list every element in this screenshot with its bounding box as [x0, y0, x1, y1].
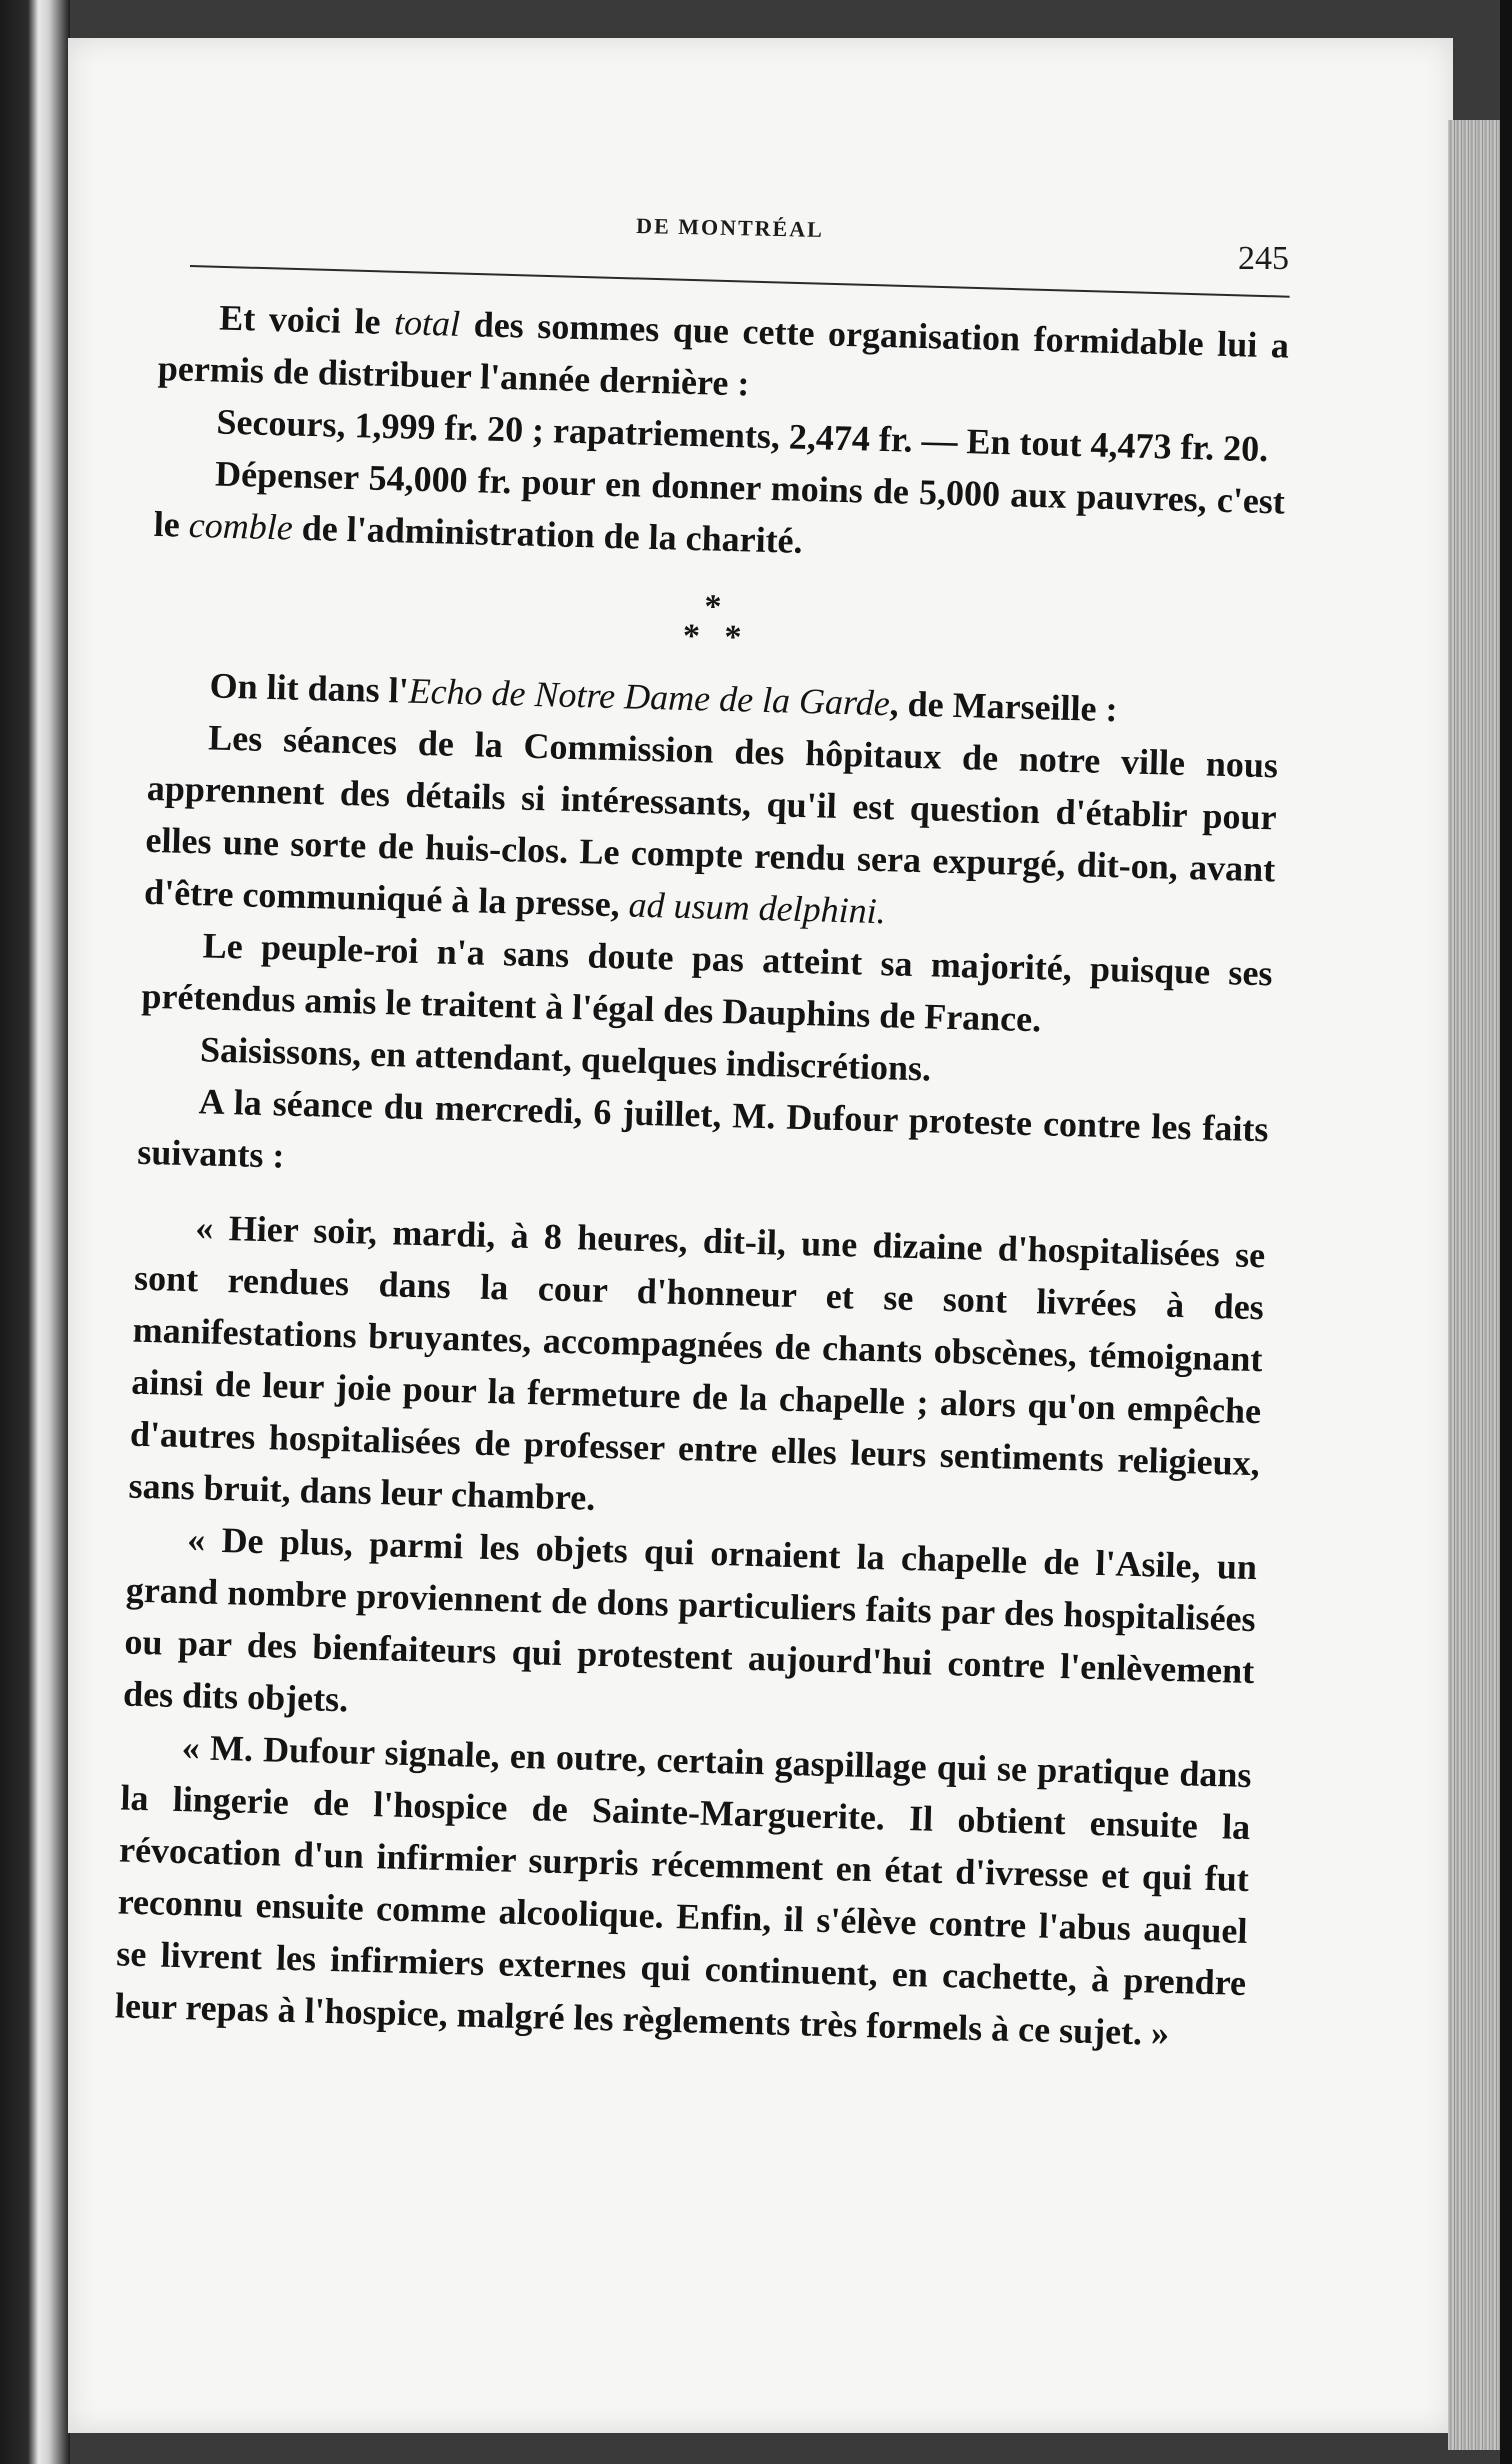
quote-paragraph: « De plus, parmi les objets qui ornaient la chapelle de l'Asile, un grand nombre proviennent de dons particuliers faits par des hospitalisées ou par des bienfaiteurs qui protestent aujourd'hui contre l'enlèvement des dits objets. — [122, 1519, 1258, 1720]
text-run: Et voici le — [218, 297, 395, 343]
paragraph: A la séance du mercredi, 6 juillet, M. Dufour proteste contre les faits suivants : — [136, 1081, 1269, 1176]
italic-run: total — [393, 302, 461, 344]
italic-run: Echo de Notre Dame de la Garde — [408, 670, 891, 724]
text-run: On lit dans l' — [209, 665, 410, 711]
running-head: DE MONTRÉAL — [635, 213, 825, 242]
text-run: Les séances de la Commission des hôpitaux de notre ville nous apprennent des détails si intéressants, qu'il est question d'établir pour elles une sorte de huis-clos. Le compte rendu sera expurgé, dit-on, avant d'être communiqué à la presse, — [143, 717, 1279, 925]
quote-paragraph: « M. Dufour signale, en outre, certain gaspillage qui se pratique dans la lingerie de l'hospice de Sainte-Marguerite. Il obtient ensuite la révocation d'un infirmier surpris récemment en état d'ivresse et qui fut reconnu ensuite comme alcoolique. Enfin, il s'élève contre l'abus auquel se livrent les infirmiers externes qui continuent, en cachette, à prendre leur repas à l'hospice, malgré les règlements très formels à ce sujet. » — [114, 1727, 1253, 2054]
quote-paragraph: « Hier soir, mardi, à 8 heures, dit-il, une dizaine d'hospitalisées se sont rendues dans la cour d'honneur et se sont livrées à des manifestations bruyantes, accompagnées de chants obscènes, témoignant ainsi de leur joie pour la fermeture de la chapelle ; alors qu'on empêche d'autres hospitalisées de professer entre elles leurs sentiments religieux, sans bruit, dans leur chambre. — [128, 1207, 1266, 1518]
text-run: des sommes que cette organisation formidable lui a permis de distribuer l'année dernière : — [157, 303, 1290, 404]
text-run: de l'administration de la charité. — [292, 507, 804, 561]
section-asterism — [151, 578, 1282, 668]
paragraph: Saisissons, en attendant, quelques indiscrétions. — [199, 1029, 932, 1089]
text-run: Dépenser 54,000 fr. pour en donner moins de 5,000 aux pauvres, c'est le — [153, 453, 1286, 545]
book-right-edge — [1500, 0, 1512, 2464]
italic-run: ad usum delphini. — [628, 884, 887, 932]
page-number: 245 — [1238, 240, 1289, 277]
text-run: , de Marseille : — [889, 683, 1119, 730]
page-text — [114, 290, 1289, 2061]
paragraph: Secours, 1,999 fr. 20 ; rapatriements, 2,474 fr. — En tout 4,473 fr. 20. — [216, 401, 1269, 470]
book-left-edge — [0, 0, 70, 2464]
paragraph: Le peuple-roi n'a sans doute pas atteint sa majorité, puisque ses prétendus amis le traitent à l'égal des Dauphins de France. — [140, 925, 1274, 1040]
italic-run: comble — [188, 504, 294, 548]
asterism-top: * — [703, 588, 730, 627]
paragraph — [144, 710, 1279, 948]
asterism-bottom: * * — [682, 617, 750, 657]
